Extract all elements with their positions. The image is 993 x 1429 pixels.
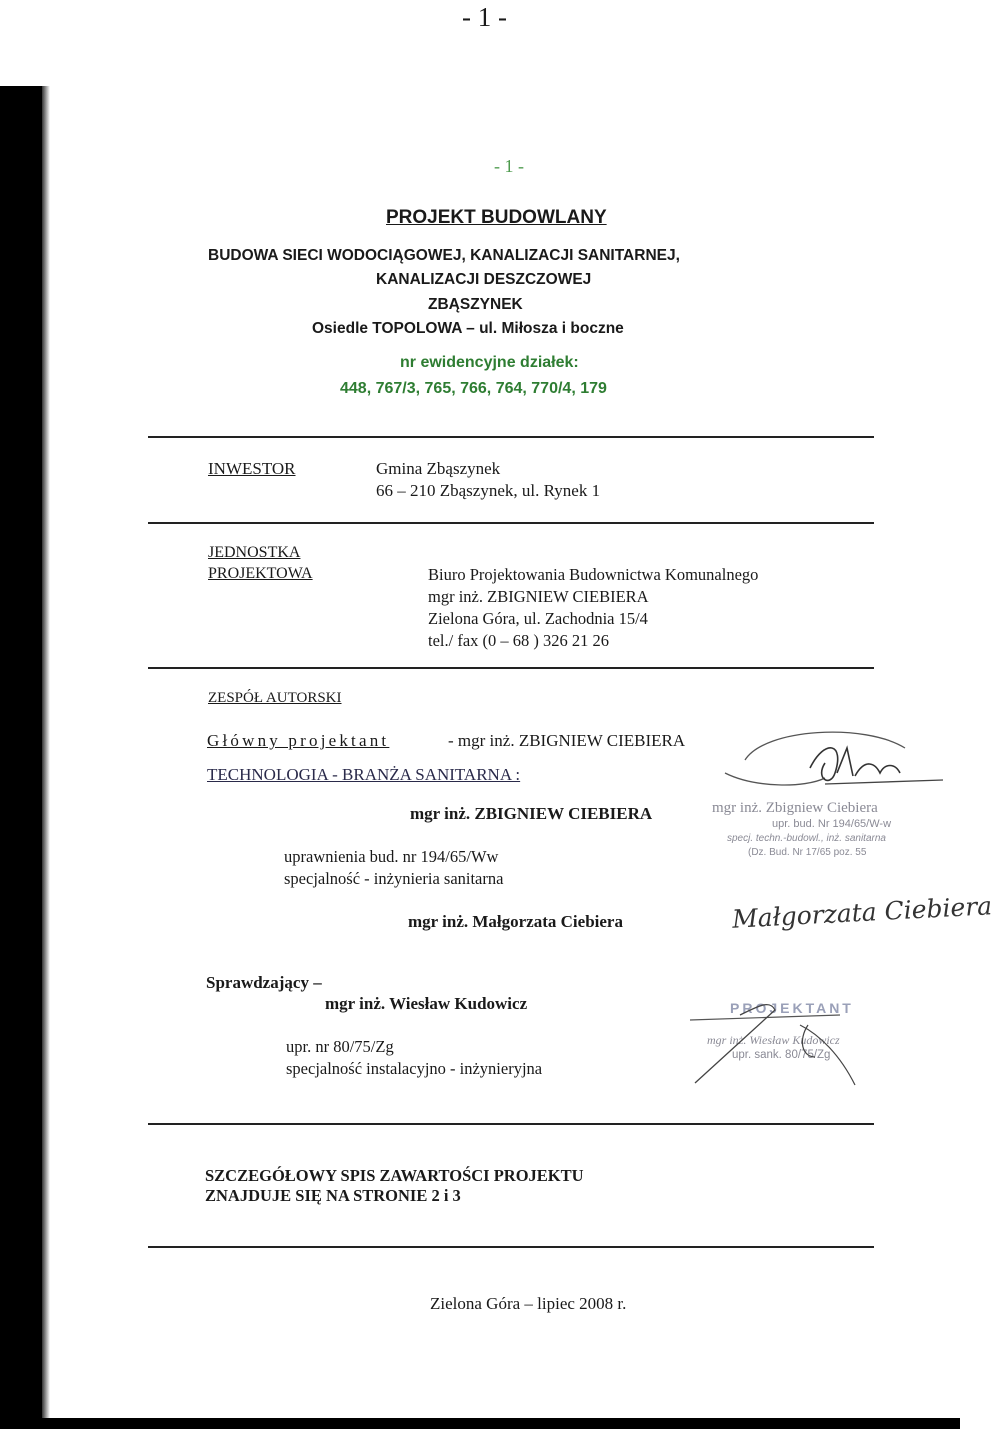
stamp1-line3: specj. techn.-budowl., inż. sanitarna [727, 833, 886, 844]
design-unit-label-2: PROJEKTOWA [208, 565, 313, 582]
checker-license: upr. nr 80/75/Zg [286, 1037, 394, 1056]
signature-kudowicz-icon [680, 995, 870, 1087]
header-line-4: Osiedle TOPOLOWA – ul. Miłosza i boczne [312, 320, 624, 337]
design-unit-person: mgr inż. ZBIGNIEW CIEBIERA [428, 587, 649, 606]
chief-designer-label: Główny projektant [207, 731, 390, 750]
checker-name: mgr inż. Wiesław Kudowicz [325, 994, 528, 1013]
stamp2-line2: mgr inż. Wiesław Kudowicz [707, 1033, 840, 1047]
header-line-3: ZBĄSZYNEK [428, 296, 523, 313]
divider-2 [148, 522, 874, 524]
divider-3 [148, 667, 874, 669]
design-unit-address: Zielona Góra, ul. Zachodnia 15/4 [428, 609, 648, 628]
scan-left-edge-shade [42, 86, 50, 1429]
place-date: Zielona Góra – lipiec 2008 r. [430, 1294, 627, 1313]
checker-specialty: specjalność instalacyjno - inżynieryjna [286, 1059, 543, 1078]
investor-label: INWESTOR [208, 459, 296, 478]
scan-left-edge [0, 86, 42, 1429]
divider-5 [148, 1246, 874, 1248]
designer-name: mgr inż. ZBIGNIEW CIEBIERA [410, 804, 653, 823]
contents-note-line1: SZCZEGÓŁOWY SPIS ZAWARTOŚCI PROJEKTU [205, 1166, 584, 1185]
branch-label: TECHNOLOGIA - BRANŻA SANITARNA : [207, 765, 521, 784]
divider-1 [148, 436, 874, 438]
stamp1-line4: (Dz. Bud. Nr 17/65 poz. 55 [748, 847, 867, 858]
header-line-2: KANALIZACJI DESZCZOWEJ [376, 271, 592, 288]
chief-designer-name: - mgr inż. ZBIGNIEW CIEBIERA [448, 731, 686, 750]
design-unit-label-1: JEDNOSTKA [208, 544, 301, 561]
top-page-number: - 1 - [462, 2, 507, 32]
inner-page-number: - 1 - [494, 156, 524, 176]
authors-section-label: ZESPÓŁ AUTORSKI [208, 690, 342, 706]
investor-name: Gmina Zbąszynek [376, 459, 501, 478]
second-designer-name: mgr inż. Małgorzata Ciebiera [408, 912, 623, 931]
checker-label: Sprawdzający – [206, 973, 322, 992]
signature-malgorzata-icon: Małgorzata Ciebiera [731, 891, 993, 934]
design-unit-phone: tel./ fax (0 – 68 ) 326 21 26 [428, 631, 610, 650]
stamp1-line2: upr. bud. Nr 194/65/W-w [772, 818, 892, 830]
parcels-label: nr ewidencyjne działek: [400, 354, 579, 371]
design-unit-org: Biuro Projektowania Budownictwa Komunalnego [428, 565, 759, 584]
header-line-1: BUDOWA SIECI WODOCIĄGOWEJ, KANALIZACJI SANITARNEJ, [208, 247, 680, 264]
divider-4 [148, 1123, 874, 1125]
stamp2-line1: PROJEKTANT [730, 1000, 854, 1016]
designer-license: uprawnienia bud. nr 194/65/Ww [284, 847, 499, 866]
investor-address: 66 – 210 Zbąszynek, ul. Rynek 1 [376, 481, 601, 500]
stamp1-line1: mgr inż. Zbigniew Ciebiera [712, 800, 878, 816]
stamp2-line3: upr. sank. 80/75/Zg [732, 1049, 831, 1061]
parcels-list: 448, 767/3, 765, 766, 764, 770/4, 179 [340, 380, 607, 397]
designer-specialty: specjalność - inżynieria sanitarna [284, 869, 504, 888]
scan-bottom-edge [42, 1418, 960, 1429]
contents-note-line2: ZNAJDUJE SIĘ NA STRONIE 2 i 3 [205, 1186, 461, 1205]
signature-ciebiera-icon [715, 718, 945, 804]
document-title: PROJEKT BUDOWLANY [386, 207, 607, 228]
